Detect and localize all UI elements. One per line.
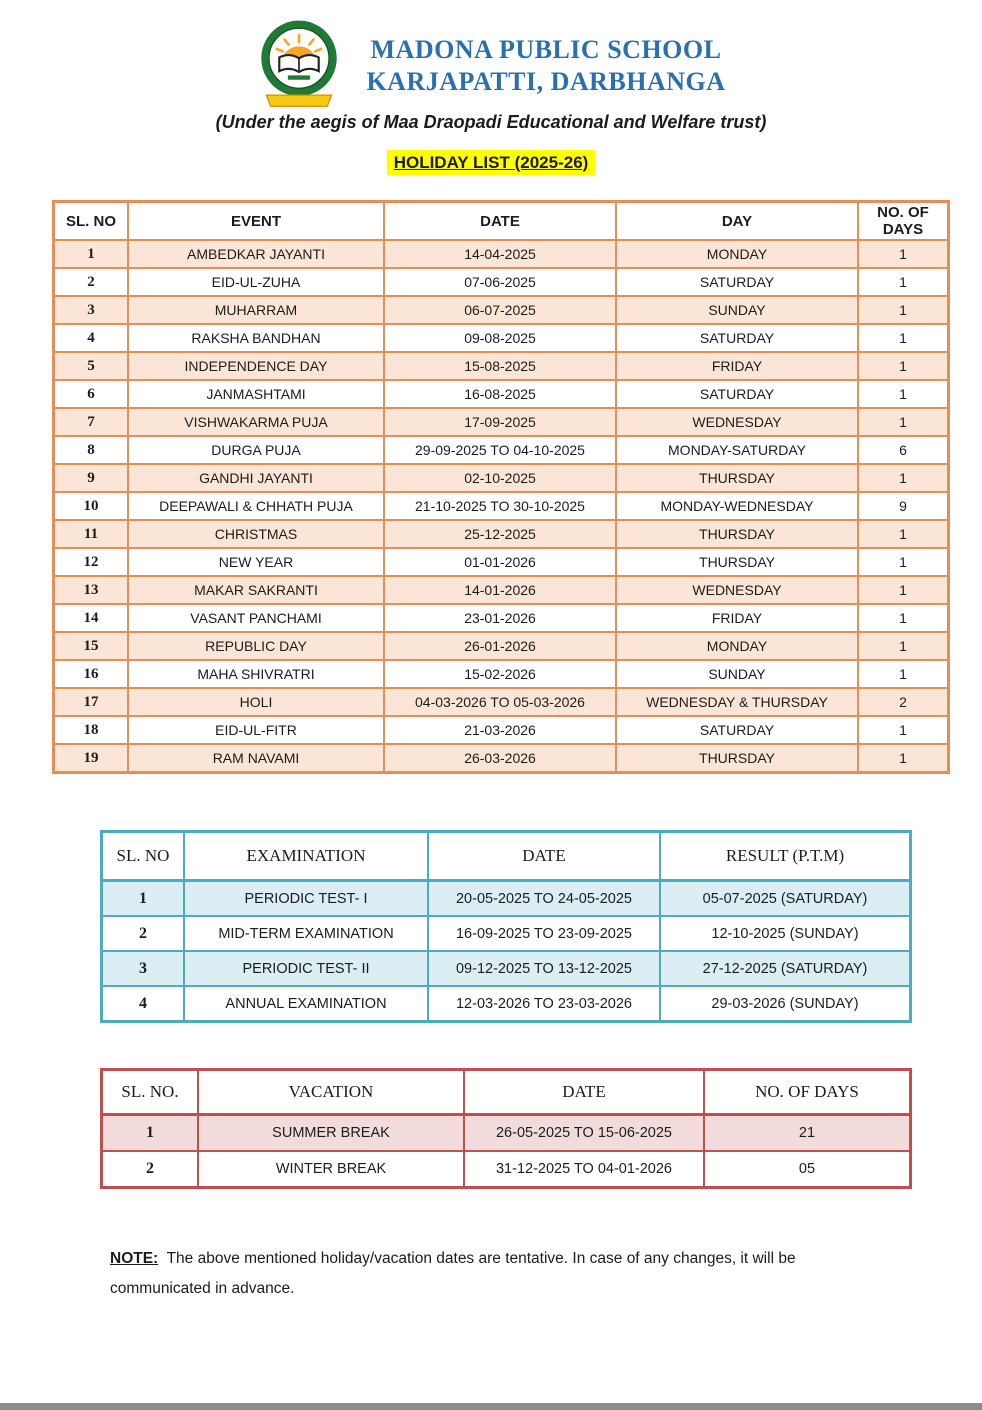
table-cell: HOLI — [128, 688, 384, 716]
table-cell: WEDNESDAY — [616, 408, 858, 436]
table-cell: 1 — [858, 576, 949, 604]
table-cell: MONDAY — [616, 240, 858, 268]
table-cell: DURGA PUJA — [128, 436, 384, 464]
column-header: SL. NO. — [102, 1070, 199, 1115]
table-cell: 1 — [858, 296, 949, 324]
table-cell: FRIDAY — [616, 604, 858, 632]
table-cell: 01-01-2026 — [384, 548, 616, 576]
table-row — [54, 716, 949, 744]
table-cell: 1 — [102, 1115, 199, 1152]
table-row — [54, 324, 949, 352]
table-cell: SUNDAY — [616, 660, 858, 688]
table-row — [54, 296, 949, 324]
table-cell: WEDNESDAY & THURSDAY — [616, 688, 858, 716]
table-cell: 29-09-2025 TO 04-10-2025 — [384, 436, 616, 464]
header-row — [102, 1070, 911, 1115]
table-cell: 6 — [54, 380, 129, 408]
table-cell: THURSDAY — [616, 744, 858, 773]
table-row — [54, 520, 949, 548]
table-cell: JANMASHTAMI — [128, 380, 384, 408]
table-cell: SUNDAY — [616, 296, 858, 324]
column-header: DATE — [384, 202, 616, 241]
table-cell: 27-12-2025 (SATURDAY) — [660, 951, 911, 986]
table-cell: SATURDAY — [616, 268, 858, 296]
school-name-line2: KARJAPATTI, DARBHANGA — [366, 67, 726, 96]
column-header: EXAMINATION — [184, 832, 428, 881]
table-cell: 2 — [102, 1151, 199, 1188]
table-cell: 5 — [54, 352, 129, 380]
table-cell: MID-TERM EXAMINATION — [184, 916, 428, 951]
school-logo-icon — [256, 18, 342, 114]
examination-table — [100, 830, 912, 1023]
table-cell: 13 — [54, 576, 129, 604]
table-cell: NEW YEAR — [128, 548, 384, 576]
table-row — [54, 408, 949, 436]
table-cell: 2 — [858, 688, 949, 716]
table-row — [54, 268, 949, 296]
table-cell: 12-03-2026 TO 23-03-2026 — [428, 986, 660, 1022]
table-cell: 1 — [858, 268, 949, 296]
table-cell: PERIODIC TEST- II — [184, 951, 428, 986]
table-cell: 1 — [858, 660, 949, 688]
table-cell: 1 — [858, 324, 949, 352]
table-cell: 23-01-2026 — [384, 604, 616, 632]
school-name — [366, 34, 725, 97]
column-header: DATE — [464, 1070, 704, 1115]
table-row — [54, 688, 949, 716]
table-cell: 16-08-2025 — [384, 380, 616, 408]
table-cell: 4 — [54, 324, 129, 352]
table-cell: 09-08-2025 — [384, 324, 616, 352]
table-cell: MUHARRAM — [128, 296, 384, 324]
table-cell: 1 — [858, 520, 949, 548]
table-cell: 1 — [858, 604, 949, 632]
table-cell: 7 — [54, 408, 129, 436]
table-cell: 14 — [54, 604, 129, 632]
table-cell: 26-03-2026 — [384, 744, 616, 773]
table-cell: INDEPENDENCE DAY — [128, 352, 384, 380]
table-cell: MONDAY — [616, 632, 858, 660]
table-cell: 12 — [54, 548, 129, 576]
table-cell: 1 — [858, 464, 949, 492]
table-row — [54, 660, 949, 688]
table-cell: 15-08-2025 — [384, 352, 616, 380]
table-cell: 19 — [54, 744, 129, 773]
table-cell: GANDHI JAYANTI — [128, 464, 384, 492]
table-cell: MONDAY-SATURDAY — [616, 436, 858, 464]
table-cell: WEDNESDAY — [616, 576, 858, 604]
table-cell: 1 — [858, 380, 949, 408]
table-cell: 31-12-2025 TO 04-01-2026 — [464, 1151, 704, 1188]
table-cell: 1 — [858, 548, 949, 576]
table-cell: 2 — [102, 916, 185, 951]
table-cell: 3 — [102, 951, 185, 986]
table-cell: PERIODIC TEST- I — [184, 881, 428, 917]
table-cell: 25-12-2025 — [384, 520, 616, 548]
column-header: EVENT — [128, 202, 384, 241]
school-header — [0, 18, 982, 114]
table-cell: 06-07-2025 — [384, 296, 616, 324]
table-cell: 16 — [54, 660, 129, 688]
note — [110, 1244, 892, 1304]
table-row — [54, 352, 949, 380]
table-row — [102, 1115, 911, 1152]
school-subtitle: (Under the aegis of Maa Draopadi Educational and Welfare trust) — [215, 112, 767, 132]
table-cell: MAKAR SAKRANTI — [128, 576, 384, 604]
table-cell: 12-10-2025 (SUNDAY) — [660, 916, 911, 951]
table-cell: 6 — [858, 436, 949, 464]
table-cell: 1 — [858, 744, 949, 773]
table-cell: 26-05-2025 TO 15-06-2025 — [464, 1115, 704, 1152]
holiday-table — [52, 200, 950, 774]
table-row — [54, 632, 949, 660]
document-title: HOLIDAY LIST (2025-26) — [387, 150, 596, 175]
table-cell: 1 — [858, 240, 949, 268]
table-cell: DEEPAWALI & CHHATH PUJA — [128, 492, 384, 520]
table-cell: THURSDAY — [616, 548, 858, 576]
table-row — [54, 464, 949, 492]
school-name-line1: MADONA PUBLIC SCHOOL — [370, 35, 722, 65]
table-cell: MAHA SHIVRATRI — [128, 660, 384, 688]
table-cell: VASANT PANCHAMI — [128, 604, 384, 632]
table-row — [54, 548, 949, 576]
table-row — [54, 492, 949, 520]
note-label: NOTE: — [110, 1249, 159, 1267]
table-row — [54, 744, 949, 773]
header-row — [102, 832, 911, 881]
column-header: RESULT (P.T.M) — [660, 832, 911, 881]
table-row — [102, 881, 911, 917]
table-row — [54, 436, 949, 464]
table-cell: 17 — [54, 688, 129, 716]
table-row — [54, 604, 949, 632]
table-cell: 26-01-2026 — [384, 632, 616, 660]
table-cell: 04-03-2026 TO 05-03-2026 — [384, 688, 616, 716]
table-cell: 3 — [54, 296, 129, 324]
table-cell: MONDAY-WEDNESDAY — [616, 492, 858, 520]
table-cell: ANNUAL EXAMINATION — [184, 986, 428, 1022]
document-title-wrap — [0, 150, 982, 175]
column-header: NO. OF DAYS — [858, 202, 949, 241]
table-row — [54, 240, 949, 268]
table-cell: 21 — [704, 1115, 911, 1152]
table-cell: SATURDAY — [616, 380, 858, 408]
table-cell: 09-12-2025 TO 13-12-2025 — [428, 951, 660, 986]
table-cell: THURSDAY — [616, 520, 858, 548]
page-bottom-bar — [0, 1403, 982, 1410]
table-cell: 05 — [704, 1151, 911, 1188]
table-cell: SATURDAY — [616, 324, 858, 352]
table-cell: 10 — [54, 492, 129, 520]
column-header: SL. NO — [54, 202, 129, 241]
table-cell: 2 — [54, 268, 129, 296]
table-cell: REPUBLIC DAY — [128, 632, 384, 660]
table-cell: 29-03-2026 (SUNDAY) — [660, 986, 911, 1022]
column-header: DATE — [428, 832, 660, 881]
table-cell: 8 — [54, 436, 129, 464]
table-cell: AMBEDKAR JAYANTI — [128, 240, 384, 268]
table-cell: FRIDAY — [616, 352, 858, 380]
table-row — [54, 576, 949, 604]
table-cell: 15-02-2026 — [384, 660, 616, 688]
column-header: SL. NO — [102, 832, 185, 881]
table-cell: SATURDAY — [616, 716, 858, 744]
note-text: The above mentioned holiday/vacation dates are tentative. In case of any changes, it will be communicated in advance. — [110, 1249, 796, 1297]
table-cell: 07-06-2025 — [384, 268, 616, 296]
table-cell: 11 — [54, 520, 129, 548]
table-row — [102, 1151, 911, 1188]
column-header: NO. OF DAYS — [704, 1070, 911, 1115]
table-cell: 1 — [858, 716, 949, 744]
table-cell: 05-07-2025 (SATURDAY) — [660, 881, 911, 917]
table-cell: EID-UL-FITR — [128, 716, 384, 744]
table-cell: 21-03-2026 — [384, 716, 616, 744]
table-cell: RAM NAVAMI — [128, 744, 384, 773]
table-cell: 1 — [858, 632, 949, 660]
table-cell: 14-04-2025 — [384, 240, 616, 268]
table-cell: 1 — [54, 240, 129, 268]
vacation-table — [100, 1068, 912, 1189]
table-row — [54, 380, 949, 408]
table-cell: 17-09-2025 — [384, 408, 616, 436]
table-cell: 9 — [858, 492, 949, 520]
table-cell: 4 — [102, 986, 185, 1022]
table-cell: 21-10-2025 TO 30-10-2025 — [384, 492, 616, 520]
table-cell: 20-05-2025 TO 24-05-2025 — [428, 881, 660, 917]
table-cell: 15 — [54, 632, 129, 660]
table-cell: 16-09-2025 TO 23-09-2025 — [428, 916, 660, 951]
table-cell: VISHWAKARMA PUJA — [128, 408, 384, 436]
table-row — [102, 986, 911, 1022]
table-cell: 1 — [858, 408, 949, 436]
table-cell: EID-UL-ZUHA — [128, 268, 384, 296]
table-cell: 18 — [54, 716, 129, 744]
table-cell: SUMMER BREAK — [198, 1115, 464, 1152]
table-cell: 14-01-2026 — [384, 576, 616, 604]
table-cell: 02-10-2025 — [384, 464, 616, 492]
table-cell: RAKSHA BANDHAN — [128, 324, 384, 352]
table-cell: WINTER BREAK — [198, 1151, 464, 1188]
column-header: DAY — [616, 202, 858, 241]
header-row — [54, 202, 949, 241]
table-row — [102, 916, 911, 951]
table-cell: 9 — [54, 464, 129, 492]
table-row — [102, 951, 911, 986]
table-cell: CHRISTMAS — [128, 520, 384, 548]
table-cell: 1 — [102, 881, 185, 917]
table-cell: 1 — [858, 352, 949, 380]
table-cell: THURSDAY — [616, 464, 858, 492]
column-header: VACATION — [198, 1070, 464, 1115]
